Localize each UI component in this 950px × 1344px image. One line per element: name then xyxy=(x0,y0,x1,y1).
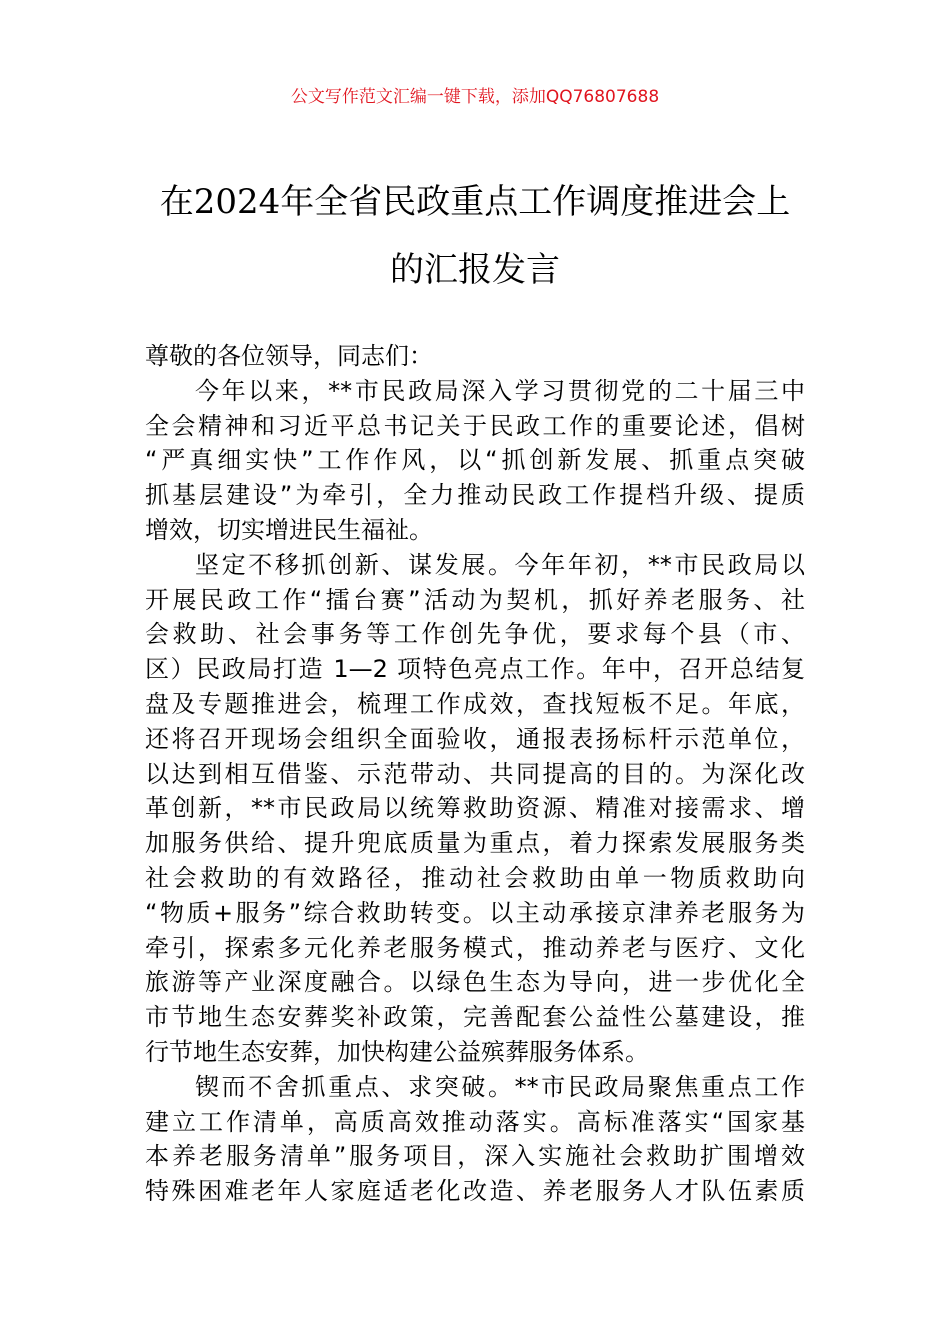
text-line: 坚定不移抓创新、谋发展。今年年初，**市民政局以 xyxy=(195,550,805,579)
text-line: 开展民政工作“擂台赛”活动为契机，抓好养老服务、社 xyxy=(145,585,805,614)
document-body xyxy=(145,339,805,1209)
text-line: “严真细实快”工作作风，以“抓创新发展、抓重点突破 xyxy=(145,446,805,475)
title-line-2: 的汇报发言 xyxy=(390,250,560,290)
text-line: 行节地生态安葬，加快构建公益殡葬服务体系。 xyxy=(145,1037,649,1066)
text-line: 以达到相互借鉴、示范带动、共同提高的目的。为深化改 xyxy=(145,759,805,788)
download-watermark: 公文写作范文汇编一键下载，添加QQ76807688 xyxy=(290,87,660,107)
document-title xyxy=(0,168,950,304)
paragraph xyxy=(145,548,805,1070)
text-line: 本养老服务清单”服务项目，深入实施社会救助扩围增效 xyxy=(145,1142,805,1171)
text-line: 增效，切实增进民生福祉。 xyxy=(145,515,433,544)
text-line: 区）民政局打造 1—2 项特色亮点工作。年中，召开总结复 xyxy=(145,655,805,684)
salutation xyxy=(145,339,805,374)
text-line: 建立工作清单，高质高效推动落实。高标准落实“国家基 xyxy=(145,1107,805,1136)
text-line: 牵引，探索多元化养老服务模式，推动养老与医疗、文化 xyxy=(145,933,805,962)
paragraph xyxy=(145,374,805,548)
text-line: 革创新，**市民政局以统筹救助资源、精准对接需求、增 xyxy=(145,794,805,823)
text-line: “物质+服务”综合救助转变。以主动承接京津养老服务为 xyxy=(145,898,805,927)
text-line: 尊敬的各位领导，同志们： xyxy=(145,342,433,370)
text-line: 市节地生态安葬奖补政策，完善配套公益性公墓建设，推 xyxy=(145,1003,805,1032)
text-line: 加服务供给、提升兜底质量为重点，着力探索发展服务类 xyxy=(145,829,805,858)
text-line: 旅游等产业深度融合。以绿色生态为导向，进一步优化全 xyxy=(145,968,805,997)
title-line-1: 在2024年全省民政重点工作调度推进会上 xyxy=(159,182,791,222)
text-line: 锲而不舍抓重点、求突破。**市民政局聚焦重点工作 xyxy=(195,1072,805,1101)
text-line: 还将召开现场会组织全面验收，通报表扬标杆示范单位， xyxy=(145,724,805,753)
text-line: 盘及专题推进会，梳理工作成效，查找短板不足。年底， xyxy=(145,689,805,718)
text-line: 抓基层建设”为牵引，全力推动民政工作提档升级、提质 xyxy=(145,481,805,510)
text-line: 社会救助的有效路径，推动社会救助由单一物质救助向 xyxy=(145,863,805,892)
text-line: 全会精神和习近平总书记关于民政工作的重要论述，倡树 xyxy=(145,411,805,440)
text-line: 会救助、社会事务等工作创先争优，要求每个县（市、 xyxy=(145,620,805,649)
paragraph xyxy=(145,1070,805,1209)
text-line: 特殊困难老年人家庭适老化改造、养老服务人才队伍素质 xyxy=(145,1177,805,1206)
text-line: 今年以来，**市民政局深入学习贯彻党的二十届三中 xyxy=(195,376,805,405)
